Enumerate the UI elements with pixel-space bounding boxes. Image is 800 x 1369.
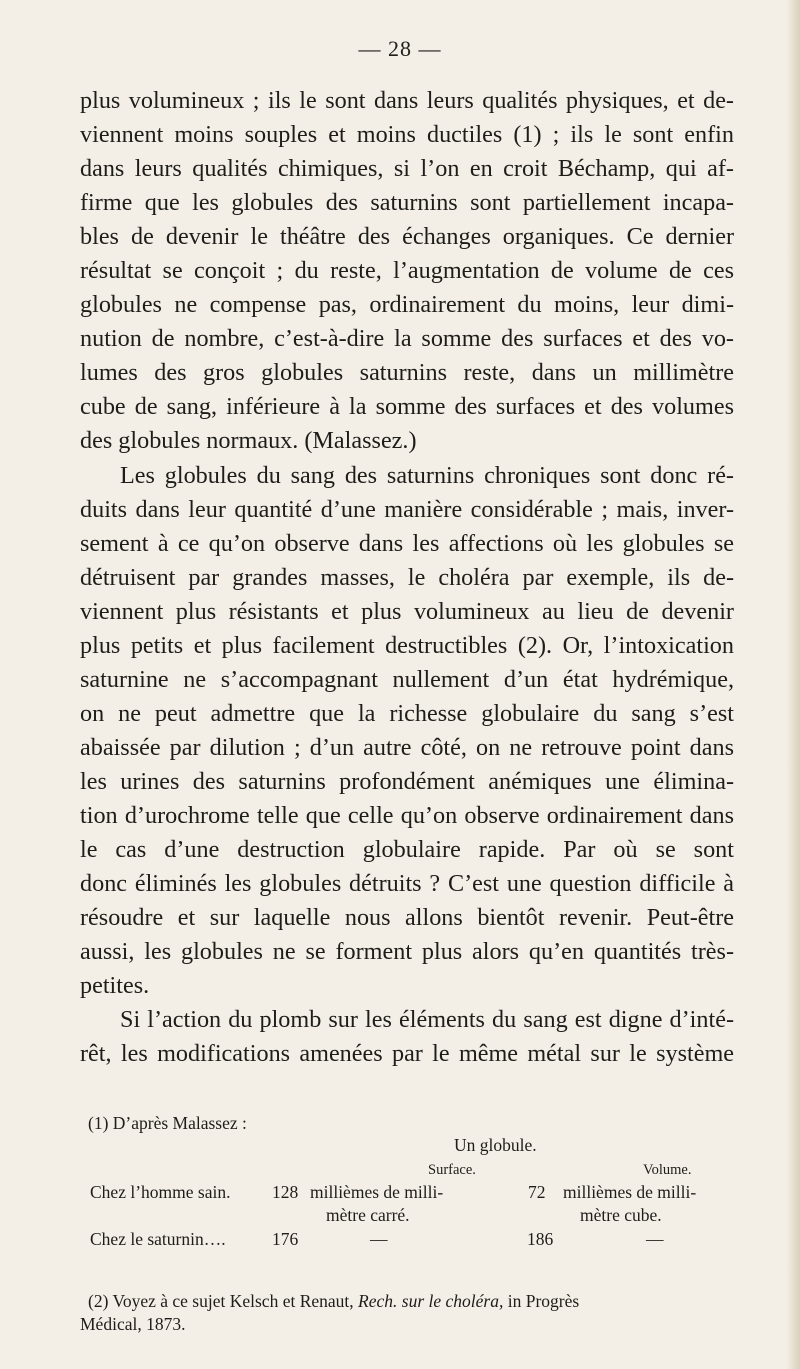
row-label-saturnine: Chez le saturnin…. [90, 1229, 226, 1249]
text-line: nution de nombre, c’est-à-dire la somme des surfaces et des vo- [80, 325, 734, 353]
text-line: plus petits et plus facilement destructibles (2). Or, l’intoxication [80, 631, 734, 659]
text-line: donc éliminés les globules détruits ? C’est une question difficile à [80, 870, 734, 898]
text-line: des globules normaux. (Malassez.) [80, 427, 417, 455]
row-healthy-surface-value: 128 [272, 1182, 299, 1202]
text-line: duits dans leur quantité d’une manière considérable ; mais, inver- [80, 495, 734, 523]
body-text [80, 84, 734, 1071]
text-line: plus volumineux ; ils le sont dans leurs qualités physiques, et de- [80, 87, 734, 114]
footnote-2-text: (2) Voyez à ce sujet Kelsch et Renaut, [88, 1291, 354, 1311]
row-healthy-volume-unit: millièmes de milli- [563, 1182, 697, 1202]
row-healthy-volume-unit-cont: mètre cube. [580, 1205, 662, 1225]
row-healthy-surface-unit-cont: mètre carré. [326, 1205, 410, 1225]
text-line: détruisent par grandes masses, le choléra par exemple, ils de- [80, 563, 734, 591]
text-line: on ne peut admettre que la richesse globulaire du sang s’est [80, 699, 734, 727]
column-header-surface: Surface. [428, 1162, 476, 1178]
text-line: bles de devenir le théâtre des échanges organiques. Ce dernier [80, 223, 734, 251]
text-line: Si l’action du plomb sur les éléments du sang est digne d’inté- [120, 1006, 734, 1034]
text-line: les urines des saturnins profondément anémiques une élimina- [80, 767, 734, 795]
footnote-2-line-2: Médical, 1873. [80, 1314, 186, 1334]
page-number: — 28 — [358, 36, 442, 61]
text-line: résultat se conçoit ; du reste, l’augmentation de volume de ces [80, 257, 734, 285]
text-line: petites. [80, 972, 150, 1000]
text-line: dans leurs qualités chimiques, si l’on en croit Béchamp, qui af- [80, 155, 734, 183]
footnote-1-table [80, 1134, 750, 1284]
text-line: Les globules du sang des saturnins chroniques sont donc ré- [120, 461, 734, 489]
text-line: globules ne compense pas, ordinairement du moins, leur dimi- [80, 291, 734, 319]
text-line: cube de sang, inférieure à la somme des surfaces et des volumes [80, 393, 734, 421]
text-line: firme que les globules des saturnins sont partiellement incapa- [80, 189, 734, 217]
row-saturnine-volume-dash: — [646, 1229, 664, 1249]
text-line: tion d’urochrome telle que celle qu’on observe ordinairement dans [80, 801, 734, 829]
text-line: lumes des gros globules saturnins reste, dans un millimètre [80, 359, 734, 387]
text-line: viennent moins souples et moins ductiles (1) ; ils le sont enfin [80, 121, 734, 149]
footnote-1-intro: (1) D’après Malassez : [88, 1113, 247, 1133]
row-saturnine-surface-value: 176 [272, 1229, 299, 1249]
footnote-2-text-after: in Progrès [507, 1291, 580, 1311]
footnote-2-title: Rech. sur le choléra, [358, 1291, 504, 1311]
footnote-2 [80, 1290, 740, 1336]
footnote-2-line-1 [80, 1290, 740, 1313]
text-line: saturnine ne s’accompagnant nullement d’un état hydrémique, [80, 665, 734, 693]
text-line: sement à ce qu’on observe dans les affections où les globules se [80, 529, 734, 557]
row-healthy-surface-unit: millièmes de milli- [310, 1182, 444, 1202]
text-line: abaissée par dilution ; d’un autre côté, on ne retrouve point dans [80, 733, 734, 761]
text-line: aussi, les globules ne se forment plus alors qu’en quantités très- [80, 938, 734, 966]
text-line: viennent plus résistants et plus volumineux au lieu de devenir [80, 597, 734, 625]
table-group-header: Un globule. [454, 1135, 537, 1155]
text-line: résoudre et sur laquelle nous allons bientôt revenir. Peut-être [80, 904, 734, 932]
text-line: le cas d’une destruction globulaire rapide. Par où se sont [80, 836, 734, 864]
row-saturnine-surface-dash: — [370, 1229, 388, 1249]
row-label-healthy: Chez l’homme sain. [90, 1182, 231, 1202]
page-edge [786, 0, 800, 1369]
row-saturnine-volume-value: 186 [527, 1229, 554, 1249]
row-healthy-volume-value: 72 [528, 1182, 546, 1202]
text-line: rêt, les modifications amenées par le même métal sur le système [80, 1040, 734, 1068]
column-header-volume: Volume. [643, 1162, 692, 1178]
